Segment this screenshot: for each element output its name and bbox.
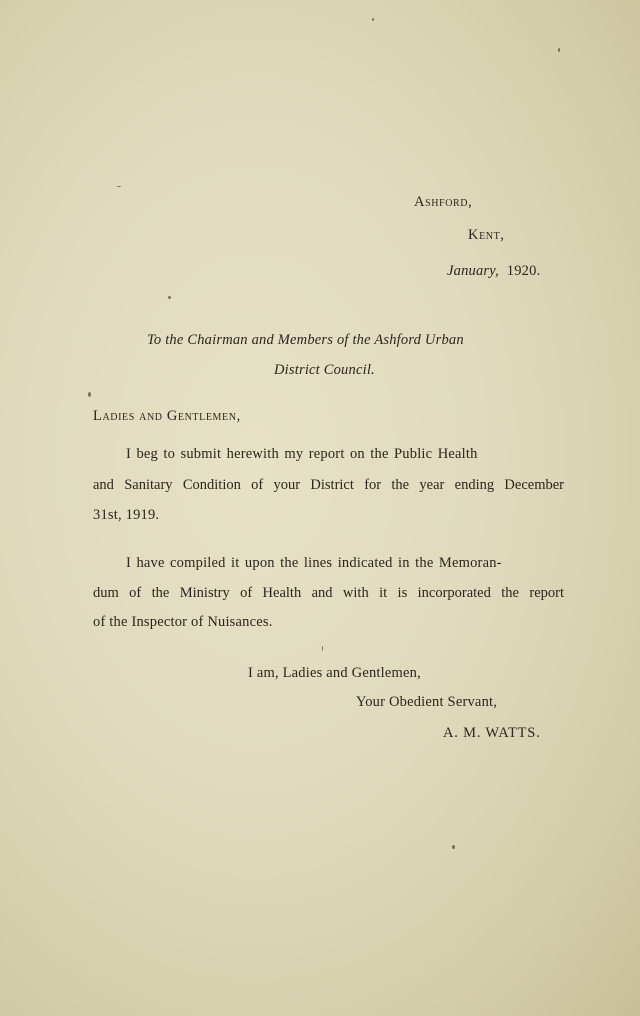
paragraph-1-line-1: I beg to submit herewith my report on the Public Health (126, 446, 478, 462)
paper-speck (168, 296, 171, 299)
letter-date (447, 263, 540, 280)
paragraph-2-line-2: dum of the Ministry of Health and with it is incorporated the report (93, 585, 564, 601)
paragraph-1-line-2: and Sanitary Condition of your District for the year ending December (93, 477, 564, 493)
paper-speck (117, 186, 121, 187)
letter-county: Kent, (468, 227, 505, 243)
closing: I am, Ladies and Gentlemen, (248, 665, 421, 681)
addressee-line-1: To the Chairman and Members of the Ashford Urban (147, 332, 464, 348)
paragraph-1-line-3: 31st, 1919. (93, 507, 160, 523)
addressee-line-2: District Council. (274, 362, 375, 378)
letter-date-month: January, (447, 263, 499, 279)
paragraph-2-line-3: of the Inspector of Nuisances. (93, 614, 273, 630)
paper-speck (558, 48, 560, 52)
letter-place: Ashford, (414, 194, 473, 210)
letter-date-year: 1920. (506, 263, 541, 279)
paper-speck (452, 845, 455, 849)
sign-off: Your Obedient Servant, (356, 694, 498, 710)
signature: A. M. WATTS. (443, 725, 541, 741)
paragraph-2-line-1: I have compiled it upon the lines indicated in the Memoran- (126, 555, 502, 571)
paper-speck (372, 18, 374, 21)
paper-speck (322, 646, 323, 651)
salutation: Ladies and Gentlemen, (93, 408, 241, 424)
paper-speck (88, 392, 91, 397)
